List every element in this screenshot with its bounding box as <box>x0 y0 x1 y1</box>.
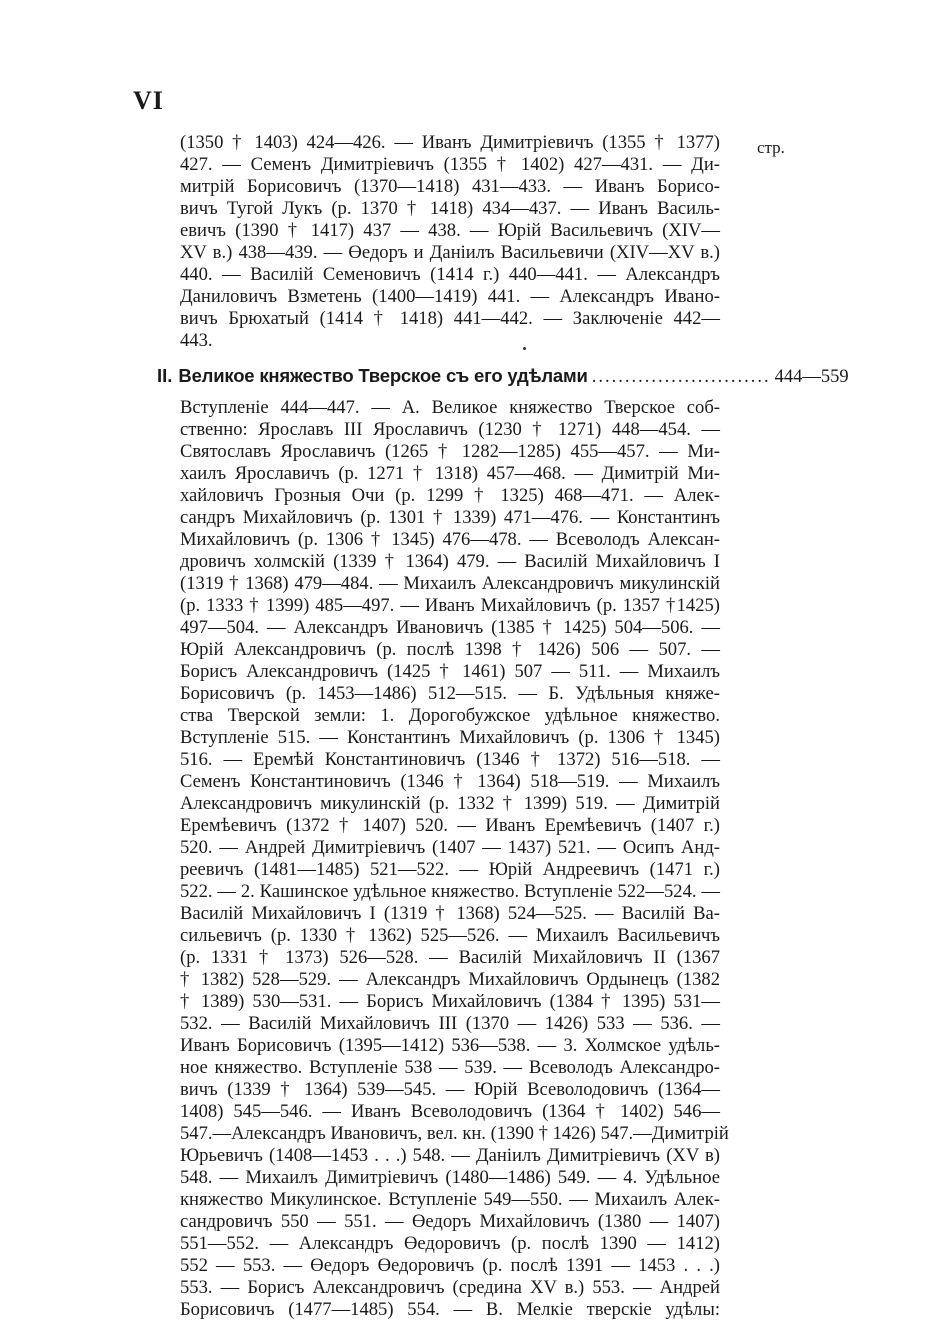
text-line: Вступленіе 515. — Константинъ Михайловичъ (р. 1306 † 1345) <box>180 727 720 748</box>
section-title: Великое княжество Тверское съ его удѣлами <box>178 365 588 386</box>
text-line: Святославъ Ярославичъ (1265 † 1282—1285) 455—457. — Ми- <box>180 441 720 462</box>
page-column-label: стр. <box>757 138 785 157</box>
text-line: † 1382) 528—529. — Александръ Михайловичъ Ордынецъ (1382 <box>180 969 720 990</box>
text-line: Еремѣевичъ (1372 † 1407) 520. — Иванъ Еремѣевичъ (1407 г.) <box>180 815 720 836</box>
text-line: 516. — Еремѣй Константиновичъ (1346 † 1372) 516—518. — <box>180 749 720 770</box>
section-pages: 444—559 <box>774 367 849 387</box>
text-line: ства Тверской земли: 1. Дорогобужское удѣльное княжество. <box>180 705 720 726</box>
section-number: II. <box>157 365 173 386</box>
toc-entry-paragraph-1 <box>180 132 720 352</box>
text-line: 497—504. — Александръ Ивановичъ (1385 † 1425) 504—506. — <box>180 617 720 638</box>
print-speck <box>523 347 526 350</box>
text-line: 553. — Борисъ Александровичъ (средина XV в.) 553. — Андрей <box>180 1277 720 1298</box>
text-line: сильевичъ (р. 1330 † 1362) 525—526. — Михаилъ Васильевичъ <box>180 925 720 946</box>
dot-leader: ........................... <box>591 367 771 387</box>
text-line: Борисовичъ (1477—1485) 554. — В. Мелкіе тверскіе удѣлы: <box>180 1299 720 1320</box>
text-line: (1350 † 1403) 424—426. — Иванъ Димитріевичъ (1355 † 1377) <box>180 132 720 153</box>
text-line: евичъ (1390 † 1417) 437 — 438. — Юрій Васильевичъ (XIV— <box>180 220 720 241</box>
text-line: 443. <box>180 330 213 351</box>
text-line: Борисъ Александровичъ (1425 † 1461) 507 — 511. — Михаилъ <box>180 661 720 682</box>
text-line: хаилъ Ярославичъ (р. 1271 † 1318) 457—468. — Димитрій Ми- <box>180 463 720 484</box>
text-line: ственно: Ярославъ III Ярославичъ (1230 † 1271) 448—454. — <box>180 419 720 440</box>
text-line: сандръ Михайловичъ (р. 1301 † 1339) 471—476. — Константинъ <box>180 507 720 528</box>
text-line: 520. — Андрей Димитріевичъ (1407 — 1437) 521. — Осипъ Анд- <box>180 837 720 858</box>
text-line: Михайловичъ (р. 1306 † 1345) 476—478. — Всеволодъ Алексан- <box>180 529 720 550</box>
text-line: † 1389) 530—531. — Борисъ Михайловичъ (1384 † 1395) 531— <box>180 991 720 1012</box>
section-heading <box>157 365 849 388</box>
text-line: Юрій Александровичъ (р. послѣ 1398 † 1426) 506 — 507. — <box>180 639 720 660</box>
text-line: ное княжество. Вступленіе 538 — 539. — Всеволодъ Александро- <box>180 1057 720 1078</box>
text-line: сандровичъ 550 — 551. — Өедоръ Михайловичъ (1380 — 1407) <box>180 1211 720 1232</box>
text-line: (р. 1331 † 1373) 526—528. — Василій Михайловичъ II (1367 <box>180 947 720 968</box>
text-line: реевичъ (1481—1485) 521—522. — Юрій Андреевичъ (1471 г.) <box>180 859 720 880</box>
text-line: (1319 † 1368) 479—484. — Михаилъ Александровичъ микулинскій <box>180 573 720 594</box>
text-line: 522. — 2. Кашинское удѣльное княжество. Вступленіе 522—524. — <box>180 881 720 902</box>
text-line: дровичъ холмскій (1339 † 1364) 479. — Василій Михайловичъ I <box>180 551 720 572</box>
text-line: Александровичъ микулинскій (р. 1332 † 1399) 519. — Димитрій <box>180 793 720 814</box>
text-line: Даниловичъ Взметень (1400—1419) 441. — Александръ Ивано- <box>180 286 720 307</box>
text-line: 552 — 553. — Өедоръ Өедоровичъ (р. послѣ 1391 — 1453 . . .) <box>180 1255 720 1276</box>
text-line: вичъ Тугой Лукъ (р. 1370 † 1418) 434—437. — Иванъ Василь- <box>180 198 720 219</box>
text-line: Иванъ Борисовичъ (1395—1412) 536—538. — 3. Холмское удѣль- <box>180 1035 720 1056</box>
text-line: 427. — Семенъ Димитріевичъ (1355 † 1402) 427—431. — Ди- <box>180 154 720 175</box>
text-line: (р. 1333 † 1399) 485—497. — Иванъ Михайловичъ (р. 1357 †1425) <box>180 595 720 616</box>
text-line: Борисовичъ (р. 1453—1486) 512—515. — Б. Удѣльныя княже- <box>180 683 720 704</box>
text-line: 548. — Михаилъ Димитріевичъ (1480—1486) 549. — 4. Удѣльное <box>180 1167 720 1188</box>
text-line: 547.—Александръ Ивановичъ, вел. кн. (1390 † 1426) 547.—Димитрій <box>180 1123 729 1144</box>
text-line: Семенъ Константиновичъ (1346 † 1364) 518—519. — Михаилъ <box>180 771 720 792</box>
text-line: хайловичъ Грозныя Очи (р. 1299 † 1325) 468—471. — Алек- <box>180 485 720 506</box>
text-line: вичъ Брюхатый (1414 † 1418) 441—442. — Заключеніе 442— <box>180 308 720 329</box>
toc-entry-paragraph-2 <box>180 397 729 1321</box>
text-line: вичъ (1339 † 1364) 539—545. — Юрій Всеволодовичъ (1364— <box>180 1079 720 1100</box>
text-line: 1408) 545—546. — Иванъ Всеволодовичъ (1364 † 1402) 546— <box>180 1101 720 1122</box>
page-number: VI <box>133 86 164 115</box>
text-line: митрій Борисовичъ (1370—1418) 431—433. — Иванъ Борисо- <box>180 176 720 197</box>
text-line: Юрьевичъ (1408—1453 . . .) 548. — Даніилъ Димитріевичъ (XV в) <box>180 1145 720 1166</box>
text-line: XV в.) 438—439. — Өедоръ и Даніилъ Васильевичи (XIV—XV в.) <box>180 242 720 263</box>
text-line: 532. — Василій Михайловичъ III (1370 — 1426) 533 — 536. — <box>180 1013 720 1034</box>
text-line: княжество Микулинское. Вступленіе 549—550. — Михаилъ Алек- <box>180 1189 720 1210</box>
text-line: 551—552. — Александръ Өедоровичъ (р. послѣ 1390 — 1412) <box>180 1233 720 1254</box>
text-line: Вступленіе 444—447. — А. Великое княжество Тверское соб- <box>180 397 720 418</box>
text-line: 440. — Василій Семеновичъ (1414 г.) 440—441. — Александръ <box>180 264 720 285</box>
text-line: Василій Михайловичъ I (1319 † 1368) 524—525. — Василій Ва- <box>180 903 720 924</box>
